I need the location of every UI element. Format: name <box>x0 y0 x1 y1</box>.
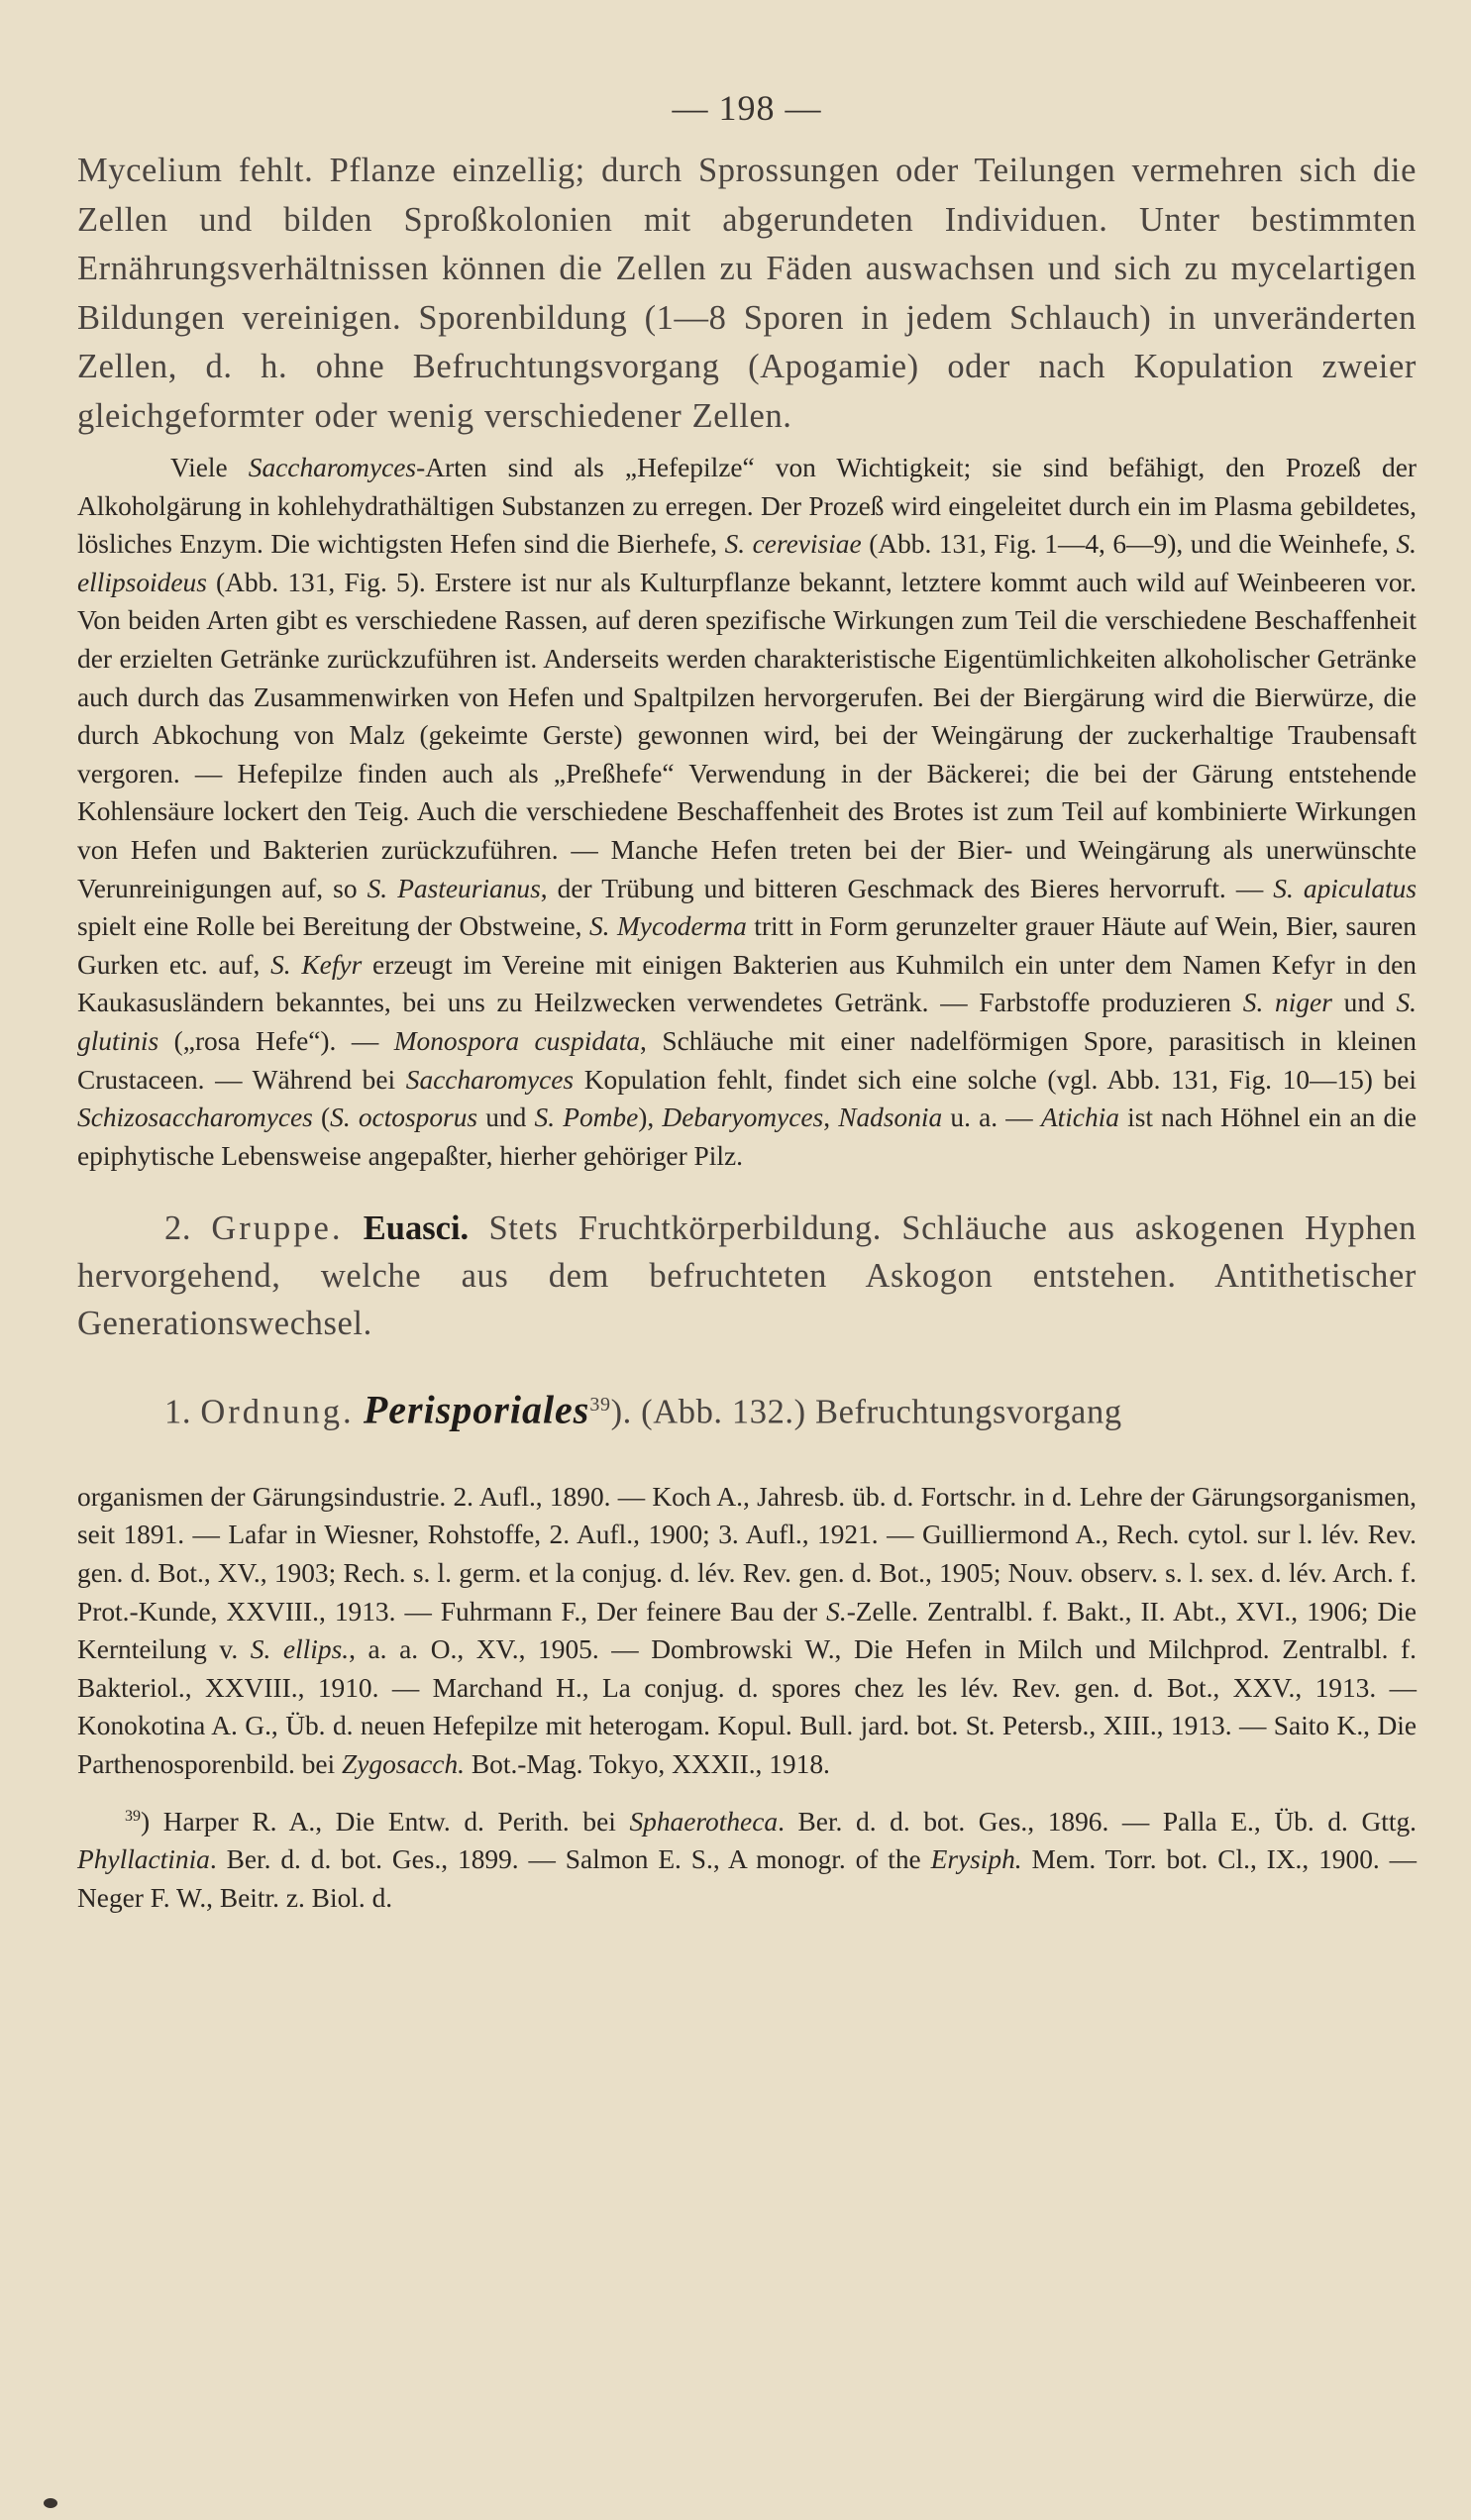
order-name: Perisporiales <box>363 1387 590 1432</box>
italic-term: S. glutinis <box>77 988 1417 1056</box>
italic-term: Monospora cuspidata <box>393 1025 641 1056</box>
italic-term: S. octosporus <box>330 1102 478 1133</box>
italic-term: Nadsonia <box>838 1102 943 1133</box>
italic-term: S. Kefyr <box>270 949 363 980</box>
footnote-39 <box>77 1798 1417 1918</box>
group-name: Euasci. <box>363 1209 470 1248</box>
footnote-marker: 39 <box>125 1807 141 1825</box>
italic-term: Atichia <box>1040 1102 1119 1133</box>
italic-term: S. niger <box>1242 988 1332 1018</box>
page-number: — 198 — <box>672 88 822 128</box>
italic-term: Schizosaccharomyces <box>77 1102 313 1133</box>
italic-term: S. cerevisiae <box>724 529 862 560</box>
italic-term: Phyllactinia <box>77 1844 210 1875</box>
italic-term: Debaryomyces <box>662 1102 824 1133</box>
footnote-39-text: ) Harper R. A., Die Entw. d. Perith. bei Sphaerotheca. Ber. d. d. bot. Ges., 1896. — Palla E., Üb. d. Gttg. Phyllactinia. Ber. d. d. bot. Ges., 1899. — Salmon E. S., A monogr. of the Erysiph. Mem. Torr. bot. Cl., IX., 1900. — Neger F. W., Beitr. z. Biol. d. <box>77 1806 1417 1913</box>
print-speck <box>44 2498 57 2508</box>
order-number: 1. <box>164 1393 192 1431</box>
order-tail: ). (Abb. 132.) Befruchtungsvorgang <box>610 1393 1122 1431</box>
order-heading <box>77 1381 1417 1436</box>
italic-term: Erysiph. <box>930 1844 1022 1875</box>
italic-term: S. Mycoderma <box>588 911 747 942</box>
italic-term: Saccharomyces <box>405 1064 575 1095</box>
group-heading-paragraph <box>77 1205 1417 1347</box>
group-label: Gruppe. <box>211 1209 344 1248</box>
footnote-continued: organismen der Gärungsindustrie. 2. Aufl., 1890. — Koch A., Jahresb. üb. d. Fortschr. in d. Lehre der Gärungsorganismen, seit 1891. — Lafar in Wiesner, Rohstoffe, 2. Aufl., 1900; 3. Aufl., 1921. — Guilliermond A., Rech. cytol. sur l. lév. Rev. gen. d. Bot., XV., 1903; Rech. s. l. germ. et la conjug. d. lév. Rev. gen. d. Bot., 1905; Nouv. observ. s. l. sex. d. lév. Arch. f. Prot.-Kunde, XXVIII., 1913. — Fuhrmann F., Der feinere Bau der S.-Zelle. Zentralbl. f. Bakt., II. Abt., XVI., 1906; Die Kernteilung v. S. ellips., a. a. O., XV., 1905. — Dombrowski W., Die Hefen in Milch und Milchprod. Zentralbl. f. Bakteriol., XXVIII., 1910. — Marchand H., La conjug. d. spores chez les lév. Rev. gen. d. Bot., XXV., 1913. — Konokotina A. G., Üb. d. neuen Hefepilze mit heterogam. Kopul. Bull. jard. bot. St. Petersb., XIII., 1913. — Saito K., Die Parthenosporenbild. bei Zygosacch. Bot.-Mag. Tokyo, XXXII., 1918. <box>77 1481 1417 1779</box>
italic-term: S. ellipsoideus <box>77 529 1417 597</box>
italic-term: S. ellips. <box>250 1634 350 1665</box>
italic-term: S. apiculatus <box>1273 873 1418 903</box>
italic-term: S. Pasteurianus <box>367 873 541 903</box>
footnotes <box>77 1478 1417 1918</box>
group-number: 2. <box>164 1209 192 1248</box>
lead-paragraph: Mycelium fehlt. Pflanze einzellig; durch Sprossungen oder Teilungen vermehren sich die Zellen und bilden Sproßkolonien mit abgerundeten Individuen. Unter bestimmten Ernährungsverhältnissen können die Zellen zu Fäden auswachsen und sich zu mycelartigen Bildungen vereinigen. Sporenbildung (1—8 Sporen in jedem Schlauch) in unveränderten Zellen, d. h. ohne Befruchtungsvorgang (Apogamie) oder nach Kopulation zweier gleichgeformter oder wenig verschiedener Zellen. <box>77 152 1417 435</box>
group-text: Stets Fruchtkörperbildung. Schläuche aus askogenen Hyphen hervorgehend, welche aus dem befruchteten Askogon entstehen. Antithetischer Generationswechsel. <box>77 1209 1417 1343</box>
italic-term: Sphaerotheca <box>629 1806 779 1837</box>
small-print-paragraph: Viele Saccharomyces-Arten sind als „Hefepilze“ von Wichtigkeit; sie sind befähigt, den Prozeß der Alkoholgärung in kohlehydrathältigen Substanzen zu erregen. Der Prozeß wird eingeleitet durch ein im Plasma gebildetes, lösliches Enzym. Die wichtigsten Hefen sind die Bierhefe, S. cerevisiae (Abb. 131, Fig. 1—4, 6—9), und die Weinhefe, S. ellipsoideus (Abb. 131, Fig. 5). Erstere ist nur als Kulturpflanze bekannt, letztere kommt auch wild auf Weinbeeren vor. Von beiden Arten gibt es verschiedene Rassen, auf deren spezifische Wirkungen zum Teil die verschiedene Beschaffenheit der erzielten Getränke zurückzuführen ist. Anderseits werden charakteristische Eigentümlichkeiten alkoholischer Getränke auch durch das Zusammenwirken von Hefen und Spaltpilzen hervorgerufen. Bei der Biergärung wird die Bierwürze, die durch Abkochung von Malz (gekeimte Gerste) gewonnen wird, bei der Weingärung der zuckerhaltige Traubensaft vergoren. — Hefepilze finden auch als „Preßhefe“ Verwendung in der Bäckerei; die bei der Gärung entstehende Kohlensäure lockert den Teig. Auch die verschiedene Beschaffenheit des Brotes ist zum Teil auf kombinierte Wirkungen von Hefen und Bakterien zurückzuführen. — Manche Hefen treten bei der Bier- und Weingärung als unerwünschte Verunreinigungen auf, so S. Pasteurianus, der Trübung und bitteren Geschmack des Bieres hervorruft. — S. apiculatus spielt eine Rolle bei Bereitung der Obstweine, S. Mycoderma tritt in Form gerunzelter grauer Häute auf Wein, Bier, sauren Gurken etc. auf, S. Kefyr erzeugt im Vereine mit einigen Bakterien aus Kuhmilch ein unter dem Namen Kefyr in den Kaukasusländern bekanntes, bei uns zu Heilzwecken verwendetes Getränk. — Farbstoffe produzieren S. niger und S. glutinis („rosa Hefe“). — Monospora cuspidata, Schläuche mit einer nadelförmigen Spore, parasitisch in kleinen Crustaceen. — Während bei Saccharomyces Kopulation fehlt, findet sich eine solche (vgl. Abb. 131, Fig. 10—15) bei Schizosaccharomyces (S. octosporus und S. Pombe), Debaryomyces, Nadsonia u. a. — Atichia ist nach Höhnel ein an die epiphytische Lebensweise angepaßter, hierher gehöriger Pilz. <box>77 453 1418 1171</box>
italic-term: Saccharomyces <box>248 453 417 482</box>
italic-term: Zygosacch. <box>342 1748 466 1779</box>
footnote-reference[interactable]: 39 <box>589 1394 611 1417</box>
italic-term: S. Pombe <box>534 1102 639 1133</box>
italic-term: S. <box>826 1596 847 1627</box>
order-label: Ordnung. <box>200 1393 355 1431</box>
book-page <box>77 87 1417 1917</box>
